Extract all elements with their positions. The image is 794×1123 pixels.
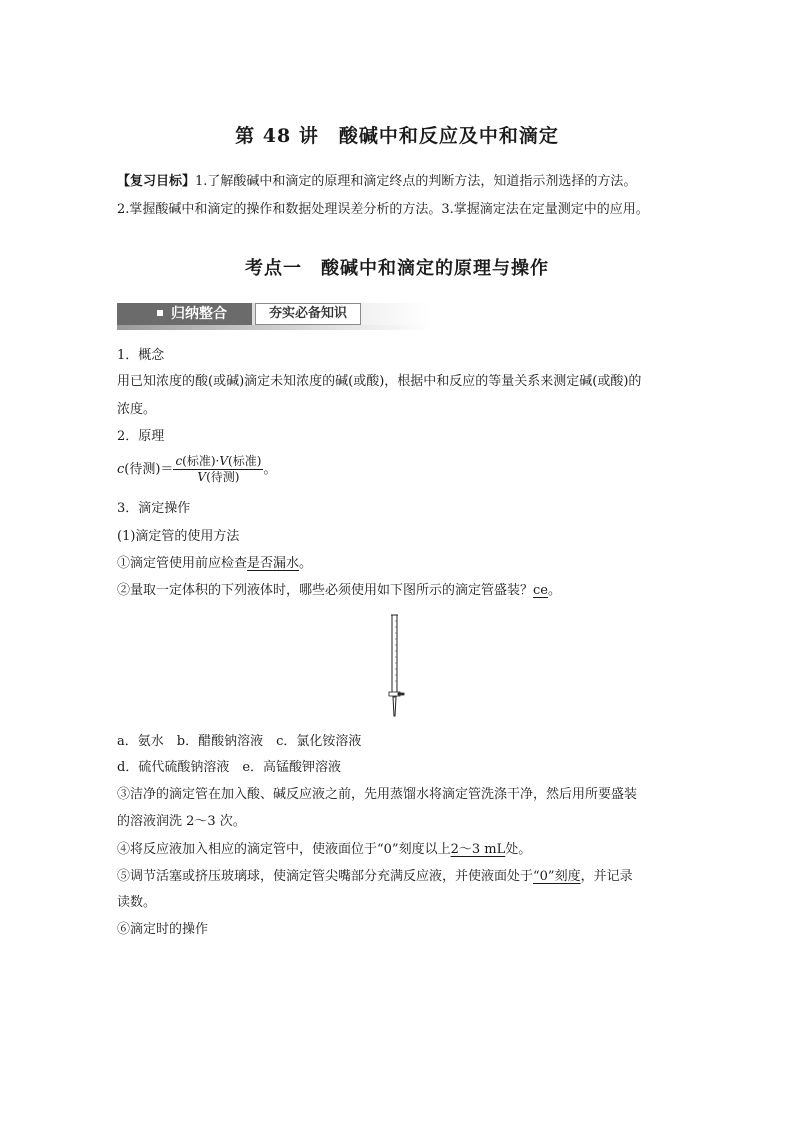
den-v: V: [197, 470, 207, 484]
item2-pre: ②量取一定体积的下列液体时，哪些必须使用如下图所示的滴定管盛装？: [117, 583, 534, 598]
options-line-2: d．硫代硫酸钠溶液 e．高锰酸钾溶液: [117, 760, 342, 775]
options-line-1: a．氨水 b．醋酸钠溶液 c．氯化铵溶液: [117, 734, 362, 749]
s1-heading: 1．概念: [117, 348, 165, 363]
item2-answer: ce: [533, 583, 548, 598]
item-5-line-1: [117, 867, 633, 887]
banner-dark-label: [117, 303, 252, 325]
item5-answer: “0”刻度: [533, 869, 581, 884]
banner-shadow: [117, 325, 431, 330]
square-bullet-icon: [157, 310, 163, 316]
formula-lhs-var: c: [117, 462, 125, 477]
item-3-line-2: 的溶液润洗 2～3 次。: [117, 814, 246, 829]
item4-end: 处。: [505, 842, 532, 857]
objectives-line-2: 2.掌握酸碱中和滴定的操作和数据处理误差分析的方法。3.掌握滴定法在定量测定中的应用。: [117, 202, 649, 217]
objectives-tag: 【复习目标】: [117, 174, 196, 189]
objectives-line-1: [117, 172, 636, 192]
item5-pre: ⑤调节活塞或挤压玻璃球，使滴定管尖嘴部分充满反应液，并使液面处于: [117, 869, 534, 884]
s3-heading: 3．滴定操作: [117, 501, 191, 516]
banner-dark-text: 归纳整合: [171, 306, 227, 322]
item5-end: ，并记录: [580, 869, 633, 884]
num-v: V: [219, 454, 229, 468]
formula-denominator: [173, 470, 263, 485]
den-label: (待测): [206, 470, 240, 484]
item1-answer: 是否漏水: [247, 556, 300, 571]
page-title: 第 48 讲 酸碱中和反应及中和滴定: [235, 125, 559, 147]
num-c-label: (标准)·: [182, 454, 220, 468]
burette-figure: [385, 613, 407, 719]
section-heading: 考点一 酸碱中和滴定的原理与操作: [245, 258, 549, 279]
objectives-text-1: 1.了解酸碱中和滴定的原理和滴定终点的判断方法，知道指示剂选择的方法。: [195, 174, 637, 189]
item4-answer: 2～3 mL: [450, 842, 506, 857]
formula-lhs: (待测)＝: [124, 462, 174, 477]
item2-end: 。: [548, 583, 562, 598]
item4-pre: ④将反应液加入相应的滴定管中，使液面位于“0”刻度以上: [117, 842, 451, 857]
s1-text-2: 浓度。: [117, 402, 157, 417]
item-3-line-1: ③洁净的滴定管在加入酸、碱反应液之前，先用蒸馏水将滴定管洗涤干净，然后用所要盛装: [117, 787, 638, 802]
item-6: ⑥滴定时的操作: [117, 922, 209, 937]
item1-end: 。: [299, 556, 313, 571]
s2-heading: 2．原理: [117, 429, 165, 444]
principle-formula: [117, 453, 276, 487]
num-v-label: (标准): [228, 454, 262, 468]
item-1: [117, 554, 312, 574]
item-5-line-2: 读数。: [117, 895, 157, 910]
s3-sub1: (1)滴定管的使用方法: [117, 529, 240, 544]
item-4: [117, 840, 531, 860]
stopcock-icon: [389, 692, 404, 696]
item1-pre: ①滴定管使用前应检查: [117, 556, 248, 571]
summary-banner: [117, 303, 431, 329]
formula-end: 。: [263, 462, 277, 477]
formula-fraction: [173, 454, 263, 485]
burette-tip: [393, 697, 396, 716]
num-c: c: [175, 454, 183, 468]
item-2: [117, 581, 561, 601]
s1-text-1: 用已知浓度的酸(或碱)滴定未知浓度的碱(或酸)，根据中和反应的等量关系来测定碱(或酸)的: [117, 374, 642, 389]
banner-light-label: 夯实必备知识: [255, 303, 361, 325]
formula-numerator: [173, 454, 263, 470]
